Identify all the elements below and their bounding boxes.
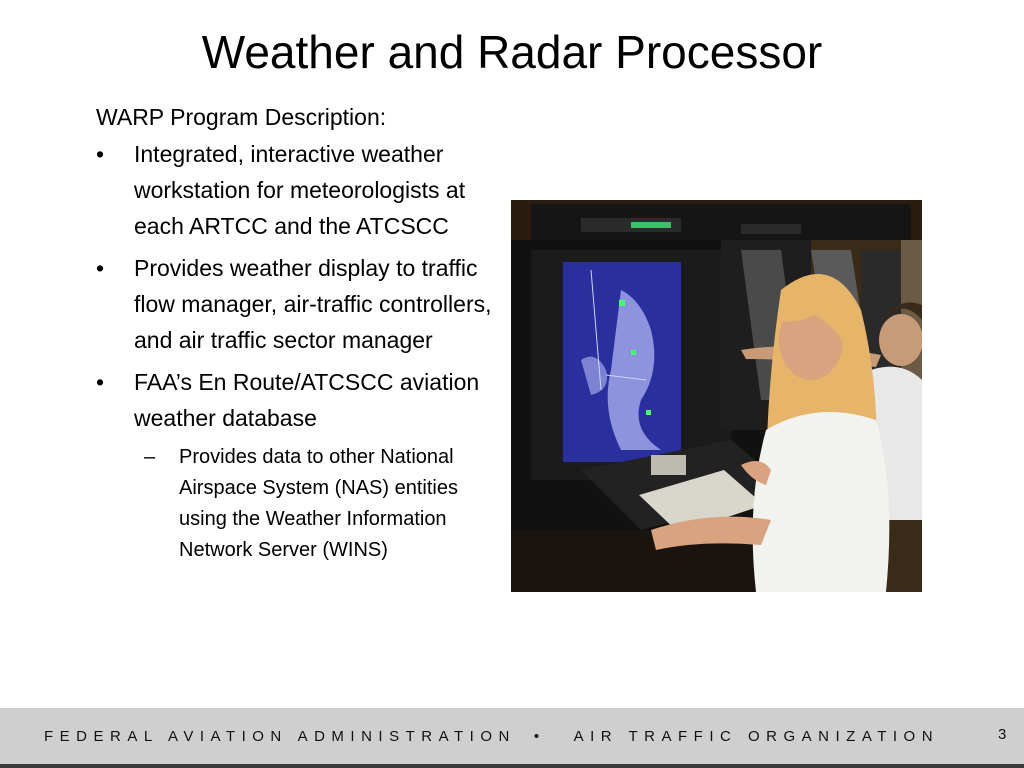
bullet-text: Integrated, interactive weather workstation for meteorologists at each ARTCC and the ATCSCC [134, 141, 466, 239]
footer-organization [44, 728, 939, 745]
footer-separator: • [533, 728, 546, 745]
page-number: 3 [998, 726, 1007, 743]
bullet-mark: • [96, 141, 105, 167]
footer-bottom-rule [0, 764, 1024, 768]
sub-bullet-text: Provides data to other National Airspace System (NAS) entities using the Weather Information Network Server (WINS) [179, 446, 458, 561]
sub-bullet-item [144, 442, 496, 566]
slide-title: Weather and Radar Processor [201, 26, 823, 78]
bullet-item [96, 364, 496, 436]
bullet-text: Provides weather display to traffic flow manager, air-traffic controllers, and air traffic sector manager [134, 255, 492, 353]
bullet-mark: • [96, 369, 105, 395]
bullet-item [96, 250, 496, 358]
slide-content [96, 100, 496, 566]
workstation-photo-illustration [511, 200, 922, 592]
footer-department: AIR TRAFFIC ORGANIZATION [573, 728, 940, 745]
footer-bar [0, 708, 1024, 764]
section-heading: WARP Program Description: [96, 104, 387, 130]
bullet-mark: • [96, 255, 105, 281]
bullet-item [96, 136, 496, 244]
workstation-photo [511, 200, 922, 592]
footer-agency: FEDERAL AVIATION ADMINISTRATION [44, 728, 516, 745]
sub-bullet-mark: – [144, 446, 156, 468]
bullet-text: FAA’s En Route/ATCSCC aviation weather database [134, 369, 480, 431]
